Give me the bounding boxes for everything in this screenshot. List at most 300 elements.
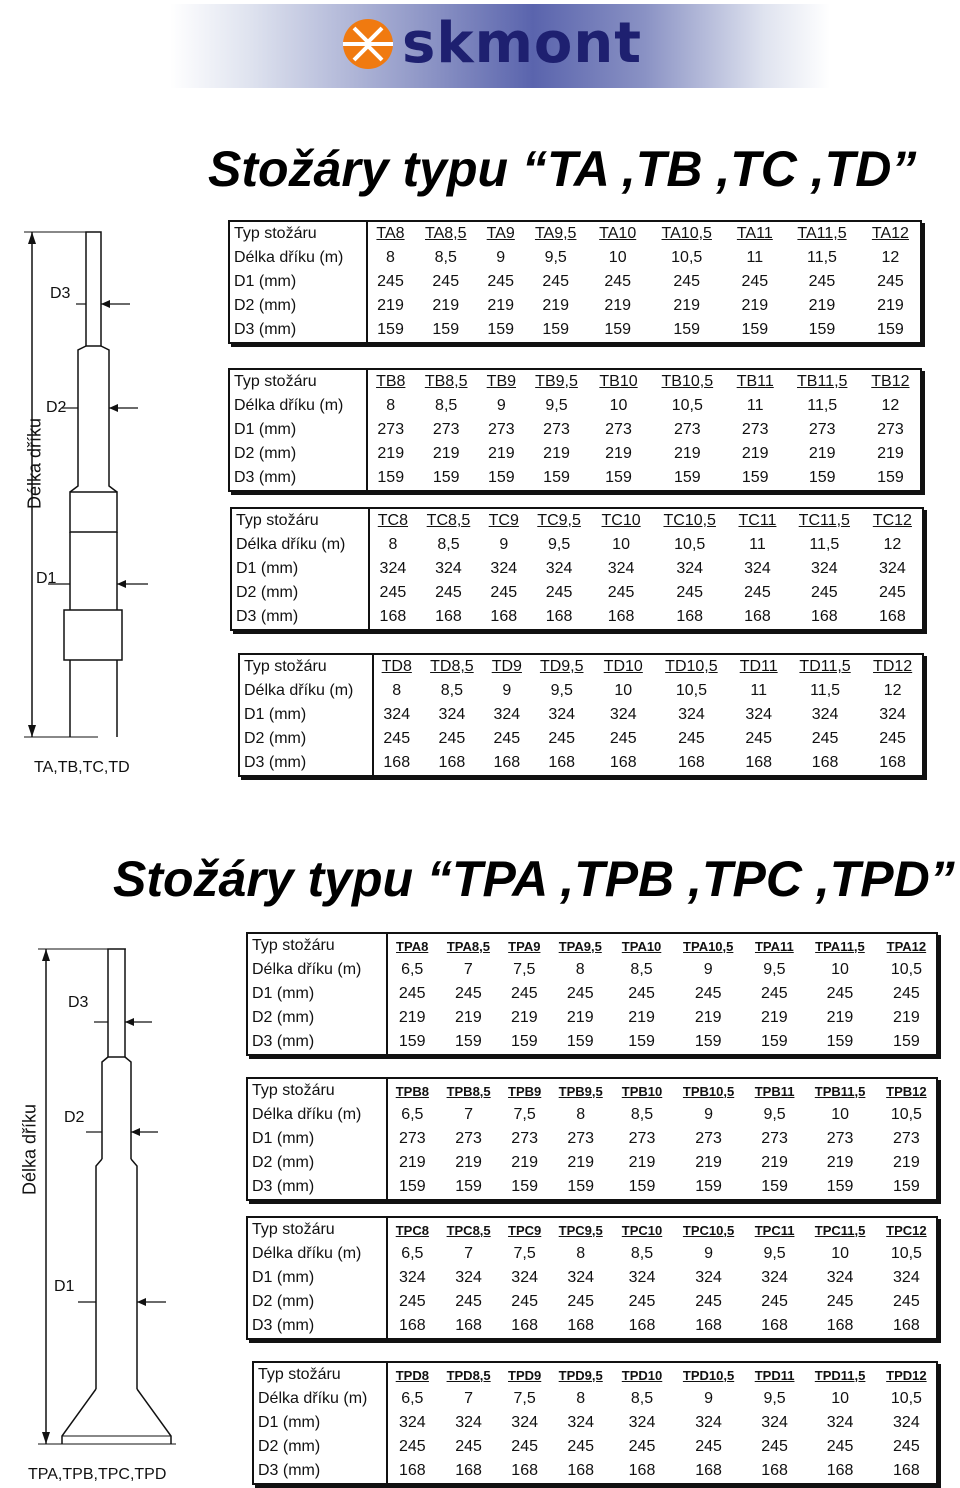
value-cell: 8 <box>576 1245 586 1262</box>
value-cell: 219 <box>761 1009 788 1026</box>
value-cell: 324 <box>761 1414 788 1431</box>
table-row <box>229 466 921 491</box>
value-cell: 9 <box>704 1245 714 1262</box>
type-code-cell: TA11,5 <box>797 225 847 242</box>
row-label: D1 (mm) <box>239 703 373 727</box>
value-cell: 159 <box>487 321 515 338</box>
value-cell: 219 <box>455 1154 482 1171</box>
value-cell: 7,5 <box>513 1106 536 1123</box>
type-code-cell: TPD10 <box>621 1367 663 1383</box>
value-cell: 324 <box>893 1414 920 1431</box>
value-cell: 219 <box>893 1154 920 1171</box>
type-code-cell: TD12 <box>873 658 913 675</box>
row-label: D3 (mm) <box>247 1314 387 1339</box>
value-cell: 168 <box>607 608 635 625</box>
value-cell: 159 <box>377 321 404 338</box>
value-cell: 9 <box>703 961 713 978</box>
value-cell: 273 <box>543 421 570 438</box>
value-cell: 273 <box>761 1130 788 1147</box>
type-code-cell: TPB10,5 <box>682 1083 735 1099</box>
table-row <box>231 533 923 557</box>
row-label: D3 (mm) <box>247 1175 387 1200</box>
value-cell: 159 <box>628 1033 655 1050</box>
row-label: Délka dříku (m) <box>231 533 369 557</box>
table-header-row <box>247 933 937 958</box>
value-cell: 159 <box>761 1033 788 1050</box>
value-cell: 168 <box>455 1317 482 1334</box>
type-code-cell: TPD8,5 <box>446 1367 491 1383</box>
value-cell: 324 <box>628 1414 656 1431</box>
value-cell: 10,5 <box>890 1106 922 1123</box>
row-label: Typ stožáru <box>247 933 387 958</box>
value-cell: 9 <box>496 397 506 414</box>
value-cell: 219 <box>398 1009 426 1026</box>
value-cell: 324 <box>455 1414 482 1431</box>
value-cell: 245 <box>744 584 771 601</box>
value-cell: 219 <box>695 1154 722 1171</box>
value-cell: 168 <box>893 1317 920 1334</box>
table-row <box>247 982 937 1006</box>
value-cell: 324 <box>435 560 462 577</box>
value-cell: 324 <box>567 1414 595 1431</box>
row-label: Typ stožáru <box>247 1078 387 1103</box>
value-cell: 273 <box>432 421 460 438</box>
value-cell: 10 <box>608 249 627 266</box>
table-row <box>229 394 921 418</box>
value-cell: 10 <box>831 1106 849 1123</box>
type-code-cell: TB9,5 <box>535 373 578 390</box>
value-cell: 11 <box>749 536 766 553</box>
value-cell: 168 <box>761 1317 788 1334</box>
value-cell: 324 <box>493 706 521 723</box>
value-cell: 324 <box>398 1414 426 1431</box>
value-cell: 159 <box>877 469 904 486</box>
value-cell: 273 <box>741 421 769 438</box>
type-code-cell: TD9,5 <box>539 658 584 675</box>
value-cell: 245 <box>398 985 426 1002</box>
type-code-cell: TPD11 <box>754 1367 795 1383</box>
table-header-row <box>247 1078 937 1103</box>
value-cell: 245 <box>673 273 701 290</box>
value-cell: 10 <box>614 682 633 699</box>
value-cell: 273 <box>567 1130 595 1147</box>
value-cell: 168 <box>676 608 704 625</box>
type-code-cell: TC10 <box>601 512 641 529</box>
value-cell: 168 <box>695 1462 722 1479</box>
value-cell: 324 <box>379 560 407 577</box>
value-cell: 168 <box>761 1462 788 1479</box>
value-cell: 11 <box>746 397 764 414</box>
value-cell: 219 <box>510 1009 538 1026</box>
pole-diagram-tpa <box>16 944 216 1484</box>
value-cell: 219 <box>893 1009 920 1026</box>
value-cell: 8,5 <box>630 1106 654 1123</box>
value-cell: 273 <box>628 1130 656 1147</box>
value-cell: 9 <box>704 1106 714 1123</box>
value-cell: 10,5 <box>671 397 703 414</box>
value-cell: 7,5 <box>513 1390 536 1407</box>
row-label: D2 (mm) <box>229 442 367 466</box>
row-label: Délka dříku (m) <box>229 246 367 270</box>
value-cell: 219 <box>741 445 769 462</box>
value-cell: 159 <box>893 1033 920 1050</box>
length-axis-label-tp: Délka dříku <box>19 1103 40 1196</box>
value-cell: 159 <box>510 1033 538 1050</box>
value-cell: 8 <box>576 1106 586 1123</box>
value-cell: 324 <box>438 706 466 723</box>
value-cell: 11 <box>750 682 767 699</box>
type-code-cell: TB11,5 <box>797 373 848 390</box>
value-cell: 8,5 <box>630 961 653 978</box>
value-cell: 8,5 <box>437 536 460 553</box>
value-cell: 324 <box>879 560 906 577</box>
type-code-cell: TPA12 <box>886 938 927 954</box>
type-code-cell: TPB8 <box>395 1083 429 1099</box>
value-cell: 324 <box>678 706 705 723</box>
type-code-cell: TPC12 <box>886 1222 927 1238</box>
value-cell: 273 <box>398 1130 426 1147</box>
value-cell: 245 <box>511 1438 538 1455</box>
value-cell: 9 <box>502 682 512 699</box>
value-cell: 168 <box>811 754 839 771</box>
value-cell: 12 <box>883 682 902 699</box>
logo-emblem-icon <box>340 16 396 72</box>
value-cell: 245 <box>678 730 705 747</box>
value-cell: 10 <box>831 1245 849 1262</box>
value-cell: 8,5 <box>434 249 457 266</box>
value-cell: 245 <box>745 730 773 747</box>
value-cell: 168 <box>490 608 518 625</box>
value-cell: 8 <box>576 1390 586 1407</box>
value-cell: 168 <box>879 754 906 771</box>
section1-title: Stožáry typu “TA ,TB ,TC ,TD” <box>208 141 917 197</box>
type-code-cell: TD10,5 <box>665 658 718 675</box>
type-code-cell: TPB9,5 <box>558 1083 603 1099</box>
table-row <box>253 1387 937 1411</box>
row-label: Typ stožáru <box>231 508 369 533</box>
table-row <box>229 442 921 466</box>
row-label: D1 (mm) <box>229 418 367 442</box>
value-cell: 159 <box>695 1178 722 1195</box>
value-cell: 159 <box>398 1178 426 1195</box>
value-cell: 245 <box>542 273 570 290</box>
value-cell: 168 <box>455 1462 482 1479</box>
value-cell: 9,5 <box>545 397 568 414</box>
value-cell: 9 <box>499 536 509 553</box>
type-code-cell: TPC9 <box>508 1222 542 1238</box>
value-cell: 8 <box>575 961 585 978</box>
value-cell: 324 <box>893 1269 920 1286</box>
value-cell: 245 <box>694 985 722 1002</box>
value-cell: 168 <box>379 608 407 625</box>
value-cell: 159 <box>808 321 836 338</box>
value-cell: 11,5 <box>809 536 840 553</box>
value-cell: 273 <box>605 421 632 438</box>
value-cell: 273 <box>826 1130 854 1147</box>
value-cell: 12 <box>883 536 902 553</box>
value-cell: 8,5 <box>435 397 458 414</box>
value-cell: 159 <box>628 1178 656 1195</box>
value-cell: 168 <box>435 608 462 625</box>
value-cell: 168 <box>678 754 705 771</box>
value-cell: 12 <box>881 249 900 266</box>
type-code-cell: TPD12 <box>886 1367 927 1383</box>
table-header-row <box>229 369 921 394</box>
value-cell: 245 <box>761 985 788 1002</box>
value-cell: 324 <box>745 706 773 723</box>
value-cell: 159 <box>398 1033 426 1050</box>
type-code-cell: TPC8 <box>395 1222 429 1238</box>
value-cell: 8,5 <box>630 1390 654 1407</box>
value-cell: 168 <box>744 608 771 625</box>
value-cell: 159 <box>694 1033 722 1050</box>
value-cell: 245 <box>455 1293 482 1310</box>
table-row <box>253 1435 937 1459</box>
value-cell: 10,5 <box>890 1245 922 1262</box>
value-cell: 9 <box>704 1390 714 1407</box>
table-row <box>239 751 923 776</box>
value-cell: 159 <box>826 1178 854 1195</box>
value-cell: 9,5 <box>763 961 786 978</box>
type-code-cell: TPC10,5 <box>682 1222 735 1238</box>
table-header-row <box>247 1217 937 1242</box>
value-cell: 168 <box>567 1317 595 1334</box>
value-cell: 245 <box>432 273 460 290</box>
table-row <box>229 246 921 270</box>
type-code-cell: TA10,5 <box>661 225 712 242</box>
type-code-cell: TB9 <box>486 373 517 390</box>
value-cell: 10 <box>612 536 630 553</box>
value-cell: 168 <box>695 1317 722 1334</box>
value-cell: 245 <box>377 273 404 290</box>
value-cell: 159 <box>542 321 570 338</box>
value-cell: 8 <box>388 536 398 553</box>
table-row <box>247 1030 937 1055</box>
value-cell: 219 <box>455 1009 482 1026</box>
table-row <box>253 1411 937 1435</box>
value-cell: 245 <box>548 730 576 747</box>
value-cell: 324 <box>826 1414 854 1431</box>
d2-label: D2 <box>46 399 67 416</box>
value-cell: 219 <box>543 445 570 462</box>
value-cell: 245 <box>398 1293 426 1310</box>
value-cell: 219 <box>741 297 769 314</box>
value-cell: 245 <box>398 1438 426 1455</box>
row-label: D3 (mm) <box>231 605 369 630</box>
value-cell: 273 <box>893 1130 920 1147</box>
type-code-cell: TD11 <box>739 658 778 675</box>
value-cell: 219 <box>398 1154 426 1171</box>
table-header-row <box>229 221 921 246</box>
type-code-cell: TPA11 <box>754 938 794 954</box>
type-code-cell: TD8,5 <box>430 658 474 675</box>
value-cell: 245 <box>879 730 906 747</box>
value-cell: 219 <box>628 1154 656 1171</box>
value-cell: 324 <box>455 1269 482 1286</box>
type-code-cell: TPD8 <box>395 1367 429 1383</box>
type-code-cell: TPB11,5 <box>814 1083 866 1099</box>
value-cell: 245 <box>604 273 632 290</box>
value-cell: 10 <box>831 961 849 978</box>
value-cell: 7 <box>464 1245 474 1262</box>
value-cell: 168 <box>826 1317 854 1334</box>
value-cell: 219 <box>628 1009 655 1026</box>
value-cell: 245 <box>893 1438 920 1455</box>
value-cell: 8,5 <box>440 682 464 699</box>
type-code-cell: TPA8 <box>396 938 429 954</box>
value-cell: 159 <box>567 1178 595 1195</box>
row-label: D3 (mm) <box>239 751 373 776</box>
value-cell: 324 <box>609 706 637 723</box>
value-cell: 273 <box>511 1130 538 1147</box>
value-cell: 168 <box>826 1462 854 1479</box>
value-cell: 219 <box>604 297 632 314</box>
table-row <box>247 958 937 982</box>
value-cell: 159 <box>543 469 570 486</box>
value-cell: 10,5 <box>674 536 706 553</box>
value-cell: 159 <box>673 321 701 338</box>
value-cell: 273 <box>455 1130 482 1147</box>
row-label: Délka dříku (m) <box>247 1242 387 1266</box>
value-cell: 11,5 <box>807 249 837 266</box>
value-cell: 10 <box>831 1390 849 1407</box>
value-cell: 168 <box>893 1462 920 1479</box>
pole-diagram-ta <box>20 222 220 792</box>
value-cell: 245 <box>695 1438 722 1455</box>
value-cell: 168 <box>511 1462 538 1479</box>
table-row <box>247 1175 937 1200</box>
value-cell: 159 <box>455 1033 482 1050</box>
table-header-row <box>231 508 923 533</box>
type-code-cell: TPA8,5 <box>446 938 490 954</box>
row-label: D2 (mm) <box>253 1435 387 1459</box>
table-row <box>247 1242 937 1266</box>
type-code-cell: TPB8,5 <box>446 1083 491 1099</box>
value-cell: 219 <box>761 1154 788 1171</box>
value-cell: 168 <box>511 1317 538 1334</box>
type-code-cell: TB8 <box>376 373 406 390</box>
value-cell: 245 <box>676 584 704 601</box>
value-cell: 245 <box>435 584 462 601</box>
value-cell: 10,5 <box>675 682 707 699</box>
table-tpd <box>252 1361 938 1485</box>
value-cell: 245 <box>455 1438 482 1455</box>
value-cell: 8 <box>386 249 395 266</box>
value-cell: 159 <box>605 469 632 486</box>
value-cell: 168 <box>545 608 573 625</box>
type-code-cell: TC10,5 <box>663 512 716 529</box>
row-label: Délka dříku (m) <box>239 679 373 703</box>
table-row <box>247 1266 937 1290</box>
value-cell: 245 <box>741 273 769 290</box>
value-cell: 245 <box>810 584 838 601</box>
value-cell: 6,5 <box>401 961 424 978</box>
row-label: D3 (mm) <box>229 466 367 491</box>
type-code-cell: TB10,5 <box>661 373 714 390</box>
table-row <box>239 703 923 727</box>
value-cell: 219 <box>694 1009 722 1026</box>
type-code-cell: TPA10,5 <box>683 938 734 954</box>
value-cell: 273 <box>377 421 405 438</box>
type-code-cell: TPC11,5 <box>814 1222 866 1238</box>
type-code-cell: TPD10,5 <box>682 1367 735 1383</box>
value-cell: 324 <box>826 1269 854 1286</box>
type-code-cell: TPB11 <box>754 1083 795 1099</box>
table-row <box>247 1006 937 1030</box>
table-tc <box>230 507 924 631</box>
type-code-cell: TPC10 <box>621 1222 663 1238</box>
diagram-caption-tp: TPA,TPB,TPC,TPD <box>28 1466 167 1483</box>
value-cell: 324 <box>879 706 906 723</box>
value-cell: 273 <box>673 421 701 438</box>
value-cell: 168 <box>383 754 411 771</box>
value-cell: 245 <box>826 1293 854 1310</box>
type-code-cell: TPC8,5 <box>446 1222 491 1238</box>
type-code-cell: TA12 <box>871 225 909 242</box>
value-cell: 168 <box>628 1462 656 1479</box>
type-code-cell: TPC11 <box>754 1222 795 1238</box>
logo-wordmark: skmont <box>402 11 643 76</box>
table-td <box>238 653 924 777</box>
value-cell: 219 <box>605 445 632 462</box>
value-cell: 324 <box>567 1269 595 1286</box>
table-row <box>247 1127 937 1151</box>
value-cell: 219 <box>487 297 515 314</box>
table-row <box>231 605 923 630</box>
d3-label-tp: D3 <box>68 994 89 1011</box>
value-cell: 159 <box>604 321 632 338</box>
value-cell: 324 <box>744 560 771 577</box>
value-cell: 324 <box>695 1269 722 1286</box>
value-cell: 11,5 <box>807 397 838 414</box>
type-code-cell: TPA11,5 <box>815 938 865 954</box>
value-cell: 245 <box>383 730 411 747</box>
value-cell: 245 <box>628 1293 656 1310</box>
value-cell: 7 <box>464 1390 474 1407</box>
type-code-cell: TD8 <box>381 658 412 675</box>
value-cell: 219 <box>488 445 515 462</box>
table-row <box>247 1103 937 1127</box>
table-row <box>229 294 921 318</box>
table-header-row <box>239 654 923 679</box>
value-cell: 245 <box>761 1438 788 1455</box>
value-cell: 159 <box>893 1178 920 1195</box>
row-label: Délka dříku (m) <box>253 1387 387 1411</box>
type-code-cell: TA10 <box>599 225 637 242</box>
value-cell: 219 <box>542 297 570 314</box>
table-row <box>247 1290 937 1314</box>
value-cell: 245 <box>511 1293 538 1310</box>
value-cell: 324 <box>676 560 704 577</box>
value-cell: 7 <box>464 1106 474 1123</box>
value-cell: 219 <box>377 297 404 314</box>
value-cell: 168 <box>810 608 838 625</box>
row-label: D1 (mm) <box>229 270 367 294</box>
type-code-cell: TC11 <box>738 512 777 529</box>
type-code-cell: TPB12 <box>886 1083 927 1099</box>
value-cell: 168 <box>398 1462 426 1479</box>
value-cell: 9 <box>496 249 506 266</box>
value-cell: 324 <box>490 560 518 577</box>
value-cell: 324 <box>810 560 838 577</box>
value-cell: 219 <box>432 297 460 314</box>
value-cell: 324 <box>761 1269 788 1286</box>
value-cell: 219 <box>432 445 460 462</box>
value-cell: 245 <box>695 1293 722 1310</box>
value-cell: 219 <box>826 1009 854 1026</box>
value-cell: 245 <box>567 1293 595 1310</box>
value-cell: 11 <box>746 249 764 266</box>
